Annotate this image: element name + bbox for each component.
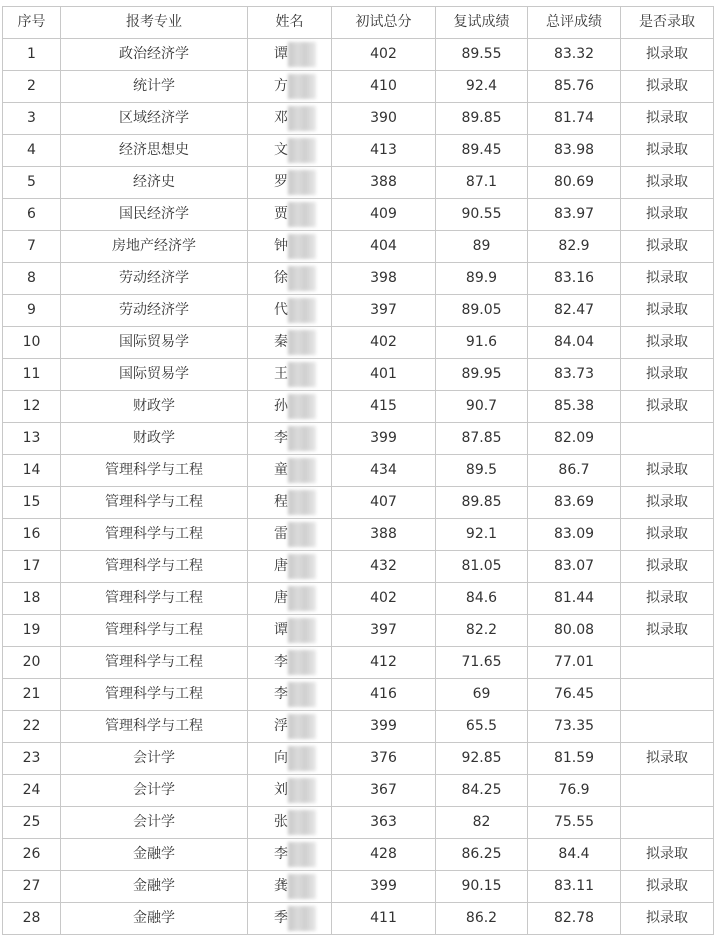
major-cell: 国民经济学	[61, 199, 248, 231]
total-score-cell: 81.59	[528, 743, 621, 775]
table-row	[3, 743, 714, 775]
row-number-cell: 7	[3, 231, 61, 263]
name-redaction-mask	[288, 490, 316, 515]
table-row	[3, 871, 714, 903]
table-row	[3, 135, 714, 167]
name-text: 文	[274, 142, 288, 158]
name-text: 浮	[274, 718, 288, 734]
name-text: 唐	[274, 558, 288, 574]
initial-score-cell: 409	[332, 199, 436, 231]
admission-status-cell: 拟录取	[621, 39, 714, 71]
initial-score-cell: 388	[332, 167, 436, 199]
table-row	[3, 231, 714, 263]
admission-status-cell: 拟录取	[621, 167, 714, 199]
initial-score-cell: 412	[332, 647, 436, 679]
row-number-cell: 12	[3, 391, 61, 423]
retest-score-cell: 84.25	[436, 775, 528, 807]
initial-score-cell: 388	[332, 519, 436, 551]
initial-score-cell: 399	[332, 871, 436, 903]
name-cell	[248, 807, 332, 839]
table-row	[3, 71, 714, 103]
row-number-cell: 3	[3, 103, 61, 135]
name-text: 李	[274, 654, 288, 670]
header-total-score: 总评成绩	[528, 7, 621, 39]
retest-score-cell: 84.6	[436, 583, 528, 615]
table-row	[3, 359, 714, 391]
total-score-cell: 83.16	[528, 263, 621, 295]
table-row	[3, 263, 714, 295]
name-redaction-mask	[288, 330, 316, 355]
initial-score-cell: 410	[332, 71, 436, 103]
retest-score-cell: 82.2	[436, 615, 528, 647]
name-text: 代	[274, 302, 288, 318]
row-number-cell: 23	[3, 743, 61, 775]
header-name: 姓名	[248, 7, 332, 39]
name-text: 徐	[274, 270, 288, 286]
name-text: 刘	[274, 782, 288, 798]
name-redaction-mask	[288, 618, 316, 643]
total-score-cell: 86.7	[528, 455, 621, 487]
admission-status-cell	[621, 423, 714, 455]
table-row	[3, 423, 714, 455]
retest-score-cell: 87.85	[436, 423, 528, 455]
total-score-cell: 82.47	[528, 295, 621, 327]
name-redaction-mask	[288, 362, 316, 387]
name-cell	[248, 199, 332, 231]
major-cell: 劳动经济学	[61, 295, 248, 327]
total-score-cell: 82.09	[528, 423, 621, 455]
total-score-cell: 73.35	[528, 711, 621, 743]
table-row	[3, 199, 714, 231]
row-number-cell: 15	[3, 487, 61, 519]
name-text: 李	[274, 430, 288, 446]
table-row	[3, 551, 714, 583]
retest-score-cell: 71.65	[436, 647, 528, 679]
name-cell	[248, 871, 332, 903]
row-number-cell: 25	[3, 807, 61, 839]
retest-score-cell: 89.55	[436, 39, 528, 71]
row-number-cell: 1	[3, 39, 61, 71]
name-text: 谭	[274, 46, 288, 62]
header-retest-score: 复试成绩	[436, 7, 528, 39]
major-cell: 管理科学与工程	[61, 711, 248, 743]
retest-score-cell: 89.85	[436, 103, 528, 135]
name-text: 方	[274, 78, 288, 94]
total-score-cell: 83.98	[528, 135, 621, 167]
table-row	[3, 711, 714, 743]
retest-score-cell: 90.15	[436, 871, 528, 903]
initial-score-cell: 411	[332, 903, 436, 935]
name-cell	[248, 423, 332, 455]
name-cell	[248, 647, 332, 679]
total-score-cell: 85.76	[528, 71, 621, 103]
header-major: 报考专业	[61, 7, 248, 39]
table-row	[3, 647, 714, 679]
major-cell: 政治经济学	[61, 39, 248, 71]
retest-score-cell: 90.55	[436, 199, 528, 231]
row-number-cell: 21	[3, 679, 61, 711]
name-redaction-mask	[288, 842, 316, 867]
admission-status-cell	[621, 647, 714, 679]
name-text: 程	[274, 494, 288, 510]
name-cell	[248, 583, 332, 615]
initial-score-cell: 402	[332, 583, 436, 615]
admission-status-cell	[621, 679, 714, 711]
retest-score-cell: 87.1	[436, 167, 528, 199]
name-redaction-mask	[288, 906, 316, 931]
major-cell: 金融学	[61, 903, 248, 935]
retest-score-cell: 89.9	[436, 263, 528, 295]
name-text: 李	[274, 686, 288, 702]
name-text: 唐	[274, 590, 288, 606]
initial-score-cell: 407	[332, 487, 436, 519]
retest-score-cell: 86.2	[436, 903, 528, 935]
total-score-cell: 83.97	[528, 199, 621, 231]
retest-score-cell: 69	[436, 679, 528, 711]
retest-score-cell: 90.7	[436, 391, 528, 423]
name-redaction-mask	[288, 106, 316, 131]
name-cell	[248, 71, 332, 103]
admission-status-cell: 拟录取	[621, 327, 714, 359]
header-no: 序号	[3, 7, 61, 39]
name-cell	[248, 679, 332, 711]
admission-status-cell: 拟录取	[621, 487, 714, 519]
initial-score-cell: 401	[332, 359, 436, 391]
major-cell: 管理科学与工程	[61, 455, 248, 487]
major-cell: 管理科学与工程	[61, 519, 248, 551]
name-text: 张	[274, 814, 288, 830]
table-row	[3, 455, 714, 487]
row-number-cell: 11	[3, 359, 61, 391]
initial-score-cell: 416	[332, 679, 436, 711]
total-score-cell: 82.9	[528, 231, 621, 263]
name-cell	[248, 743, 332, 775]
admission-status-cell	[621, 711, 714, 743]
admission-status-cell: 拟录取	[621, 903, 714, 935]
initial-score-cell: 402	[332, 39, 436, 71]
retest-score-cell: 89.85	[436, 487, 528, 519]
table-row	[3, 519, 714, 551]
name-cell	[248, 359, 332, 391]
major-cell: 会计学	[61, 807, 248, 839]
header-initial-score: 初试总分	[332, 7, 436, 39]
name-redaction-mask	[288, 202, 316, 227]
name-text: 龚	[274, 878, 288, 894]
name-cell	[248, 775, 332, 807]
row-number-cell: 22	[3, 711, 61, 743]
major-cell: 财政学	[61, 423, 248, 455]
major-cell: 经济思想史	[61, 135, 248, 167]
name-text: 秦	[274, 334, 288, 350]
name-cell	[248, 231, 332, 263]
major-cell: 区域经济学	[61, 103, 248, 135]
retest-score-cell: 92.4	[436, 71, 528, 103]
admission-results-table	[2, 6, 714, 935]
total-score-cell: 84.4	[528, 839, 621, 871]
row-number-cell: 10	[3, 327, 61, 359]
total-score-cell: 76.9	[528, 775, 621, 807]
major-cell: 管理科学与工程	[61, 583, 248, 615]
name-redaction-mask	[288, 554, 316, 579]
retest-score-cell: 89.05	[436, 295, 528, 327]
admission-status-cell: 拟录取	[621, 295, 714, 327]
table-row	[3, 487, 714, 519]
major-cell: 管理科学与工程	[61, 615, 248, 647]
total-score-cell: 85.38	[528, 391, 621, 423]
retest-score-cell: 92.85	[436, 743, 528, 775]
major-cell: 统计学	[61, 71, 248, 103]
table-row	[3, 103, 714, 135]
table-row	[3, 903, 714, 935]
name-text: 雷	[274, 526, 288, 542]
name-text: 罗	[274, 174, 288, 190]
major-cell: 财政学	[61, 391, 248, 423]
name-redaction-mask	[288, 810, 316, 835]
initial-score-cell: 399	[332, 423, 436, 455]
table-row	[3, 39, 714, 71]
total-score-cell: 81.74	[528, 103, 621, 135]
name-redaction-mask	[288, 522, 316, 547]
total-score-cell: 80.69	[528, 167, 621, 199]
name-cell	[248, 903, 332, 935]
name-cell	[248, 711, 332, 743]
initial-score-cell: 376	[332, 743, 436, 775]
admission-status-cell: 拟录取	[621, 455, 714, 487]
name-redaction-mask	[288, 74, 316, 99]
row-number-cell: 20	[3, 647, 61, 679]
retest-score-cell: 65.5	[436, 711, 528, 743]
table-row	[3, 583, 714, 615]
name-redaction-mask	[288, 586, 316, 611]
table-row	[3, 615, 714, 647]
row-number-cell: 13	[3, 423, 61, 455]
name-text: 季	[274, 910, 288, 926]
retest-score-cell: 89	[436, 231, 528, 263]
row-number-cell: 6	[3, 199, 61, 231]
name-text: 孙	[274, 398, 288, 414]
name-redaction-mask	[288, 170, 316, 195]
name-text: 贾	[274, 206, 288, 222]
major-cell: 管理科学与工程	[61, 679, 248, 711]
row-number-cell: 5	[3, 167, 61, 199]
name-cell	[248, 551, 332, 583]
table-row	[3, 327, 714, 359]
name-cell	[248, 519, 332, 551]
name-cell	[248, 487, 332, 519]
initial-score-cell: 432	[332, 551, 436, 583]
name-text: 钟	[274, 238, 288, 254]
row-number-cell: 18	[3, 583, 61, 615]
name-cell	[248, 135, 332, 167]
row-number-cell: 4	[3, 135, 61, 167]
name-cell	[248, 295, 332, 327]
major-cell: 管理科学与工程	[61, 551, 248, 583]
name-cell	[248, 167, 332, 199]
total-score-cell: 76.45	[528, 679, 621, 711]
name-redaction-mask	[288, 746, 316, 771]
admission-status-cell: 拟录取	[621, 263, 714, 295]
retest-score-cell: 81.05	[436, 551, 528, 583]
total-score-cell: 83.07	[528, 551, 621, 583]
row-number-cell: 8	[3, 263, 61, 295]
admission-status-cell: 拟录取	[621, 871, 714, 903]
admission-status-cell: 拟录取	[621, 199, 714, 231]
retest-score-cell: 86.25	[436, 839, 528, 871]
initial-score-cell: 398	[332, 263, 436, 295]
major-cell: 管理科学与工程	[61, 487, 248, 519]
total-score-cell: 80.08	[528, 615, 621, 647]
initial-score-cell: 397	[332, 295, 436, 327]
table-body	[3, 39, 714, 935]
initial-score-cell: 428	[332, 839, 436, 871]
total-score-cell: 75.55	[528, 807, 621, 839]
row-number-cell: 24	[3, 775, 61, 807]
name-cell	[248, 839, 332, 871]
initial-score-cell: 413	[332, 135, 436, 167]
total-score-cell: 82.78	[528, 903, 621, 935]
name-cell	[248, 39, 332, 71]
admission-status-cell: 拟录取	[621, 743, 714, 775]
total-score-cell: 83.69	[528, 487, 621, 519]
admission-status-cell: 拟录取	[621, 615, 714, 647]
retest-score-cell: 92.1	[436, 519, 528, 551]
admission-status-cell: 拟录取	[621, 839, 714, 871]
major-cell: 国际贸易学	[61, 359, 248, 391]
name-text: 李	[274, 846, 288, 862]
major-cell: 会计学	[61, 743, 248, 775]
major-cell: 国际贸易学	[61, 327, 248, 359]
name-redaction-mask	[288, 426, 316, 451]
admission-status-cell: 拟录取	[621, 103, 714, 135]
major-cell: 劳动经济学	[61, 263, 248, 295]
name-redaction-mask	[288, 682, 316, 707]
name-text: 邓	[274, 110, 288, 126]
retest-score-cell: 91.6	[436, 327, 528, 359]
name-redaction-mask	[288, 650, 316, 675]
major-cell: 金融学	[61, 839, 248, 871]
row-number-cell: 2	[3, 71, 61, 103]
name-cell	[248, 455, 332, 487]
major-cell: 金融学	[61, 871, 248, 903]
row-number-cell: 17	[3, 551, 61, 583]
retest-score-cell: 89.95	[436, 359, 528, 391]
name-redaction-mask	[288, 778, 316, 803]
name-text: 童	[274, 462, 288, 478]
table-row	[3, 391, 714, 423]
major-cell: 会计学	[61, 775, 248, 807]
name-redaction-mask	[288, 458, 316, 483]
table-header-row	[3, 7, 714, 39]
row-number-cell: 16	[3, 519, 61, 551]
admission-status-cell: 拟录取	[621, 391, 714, 423]
initial-score-cell: 397	[332, 615, 436, 647]
admission-status-cell: 拟录取	[621, 135, 714, 167]
name-cell	[248, 391, 332, 423]
major-cell: 经济史	[61, 167, 248, 199]
name-cell	[248, 103, 332, 135]
name-redaction-mask	[288, 234, 316, 259]
name-cell	[248, 615, 332, 647]
table-row	[3, 167, 714, 199]
admission-status-cell: 拟录取	[621, 231, 714, 263]
admission-status-cell: 拟录取	[621, 71, 714, 103]
admission-status-cell: 拟录取	[621, 583, 714, 615]
name-redaction-mask	[288, 138, 316, 163]
name-text: 王	[274, 366, 288, 382]
name-cell	[248, 263, 332, 295]
name-text: 向	[274, 750, 288, 766]
total-score-cell: 83.73	[528, 359, 621, 391]
total-score-cell: 83.11	[528, 871, 621, 903]
total-score-cell: 81.44	[528, 583, 621, 615]
initial-score-cell: 390	[332, 103, 436, 135]
total-score-cell: 77.01	[528, 647, 621, 679]
admission-status-cell	[621, 775, 714, 807]
name-cell	[248, 327, 332, 359]
total-score-cell: 83.09	[528, 519, 621, 551]
retest-score-cell: 89.45	[436, 135, 528, 167]
header-admission: 是否录取	[621, 7, 714, 39]
initial-score-cell: 415	[332, 391, 436, 423]
initial-score-cell: 363	[332, 807, 436, 839]
admission-status-cell: 拟录取	[621, 359, 714, 391]
table-row	[3, 807, 714, 839]
table-row	[3, 679, 714, 711]
major-cell: 管理科学与工程	[61, 647, 248, 679]
name-redaction-mask	[288, 42, 316, 67]
admission-status-cell: 拟录取	[621, 551, 714, 583]
row-number-cell: 27	[3, 871, 61, 903]
initial-score-cell: 367	[332, 775, 436, 807]
initial-score-cell: 404	[332, 231, 436, 263]
row-number-cell: 28	[3, 903, 61, 935]
admission-status-cell	[621, 807, 714, 839]
initial-score-cell: 399	[332, 711, 436, 743]
major-cell: 房地产经济学	[61, 231, 248, 263]
row-number-cell: 26	[3, 839, 61, 871]
name-redaction-mask	[288, 874, 316, 899]
name-redaction-mask	[288, 714, 316, 739]
name-redaction-mask	[288, 266, 316, 291]
total-score-cell: 84.04	[528, 327, 621, 359]
name-redaction-mask	[288, 394, 316, 419]
row-number-cell: 14	[3, 455, 61, 487]
retest-score-cell: 89.5	[436, 455, 528, 487]
table-row	[3, 775, 714, 807]
admission-status-cell: 拟录取	[621, 519, 714, 551]
table-row	[3, 295, 714, 327]
name-redaction-mask	[288, 298, 316, 323]
name-text: 谭	[274, 622, 288, 638]
row-number-cell: 9	[3, 295, 61, 327]
initial-score-cell: 402	[332, 327, 436, 359]
total-score-cell: 83.32	[528, 39, 621, 71]
retest-score-cell: 82	[436, 807, 528, 839]
table-row	[3, 839, 714, 871]
initial-score-cell: 434	[332, 455, 436, 487]
row-number-cell: 19	[3, 615, 61, 647]
